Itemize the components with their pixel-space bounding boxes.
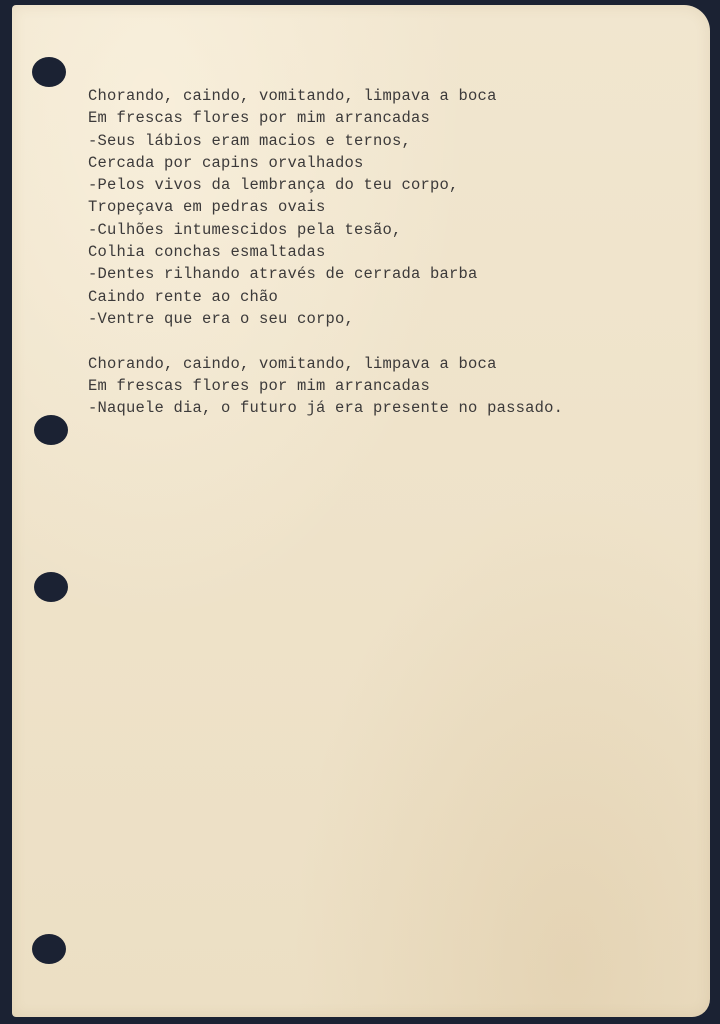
poem-line: -Seus lábios eram macios e ternos, [88, 131, 412, 150]
stanza-break [88, 330, 563, 352]
poem-line: Colhia conchas esmaltadas [88, 243, 326, 262]
poem-line: -Dentes rilhando através de cerrada barba [88, 265, 478, 284]
poem-line: -Naquele dia, o futuro já era presente no passado. [88, 399, 564, 418]
binder-hole-3 [34, 572, 68, 602]
typewritten-page [12, 5, 710, 1017]
binder-hole-1 [32, 57, 66, 87]
poem-line: -Pelos vivos da lembrança do teu corpo, [88, 176, 459, 195]
poem-line: Chorando, caindo, vomitando, limpava a boca [88, 87, 497, 105]
poem-line: Caindo rente ao chão [88, 287, 279, 306]
poem-line: -Ventre que era o seu corpo, [88, 309, 355, 328]
poem-line: Tropeçava em pedras ovais [88, 198, 326, 217]
poem-line: Em frescas flores por mim arrancadas [88, 376, 431, 395]
poem-line: Chorando, caindo, vomitando, limpava a boca [88, 354, 497, 373]
binder-hole-4 [32, 934, 66, 964]
poem-line: Cercada por capins orvalhados [88, 153, 364, 172]
poem-text [88, 85, 563, 419]
binder-hole-2 [34, 415, 68, 445]
poem-line: Em frescas flores por mim arrancadas [88, 109, 431, 128]
poem-line: -Culhões intumescidos pela tesão, [88, 220, 402, 239]
